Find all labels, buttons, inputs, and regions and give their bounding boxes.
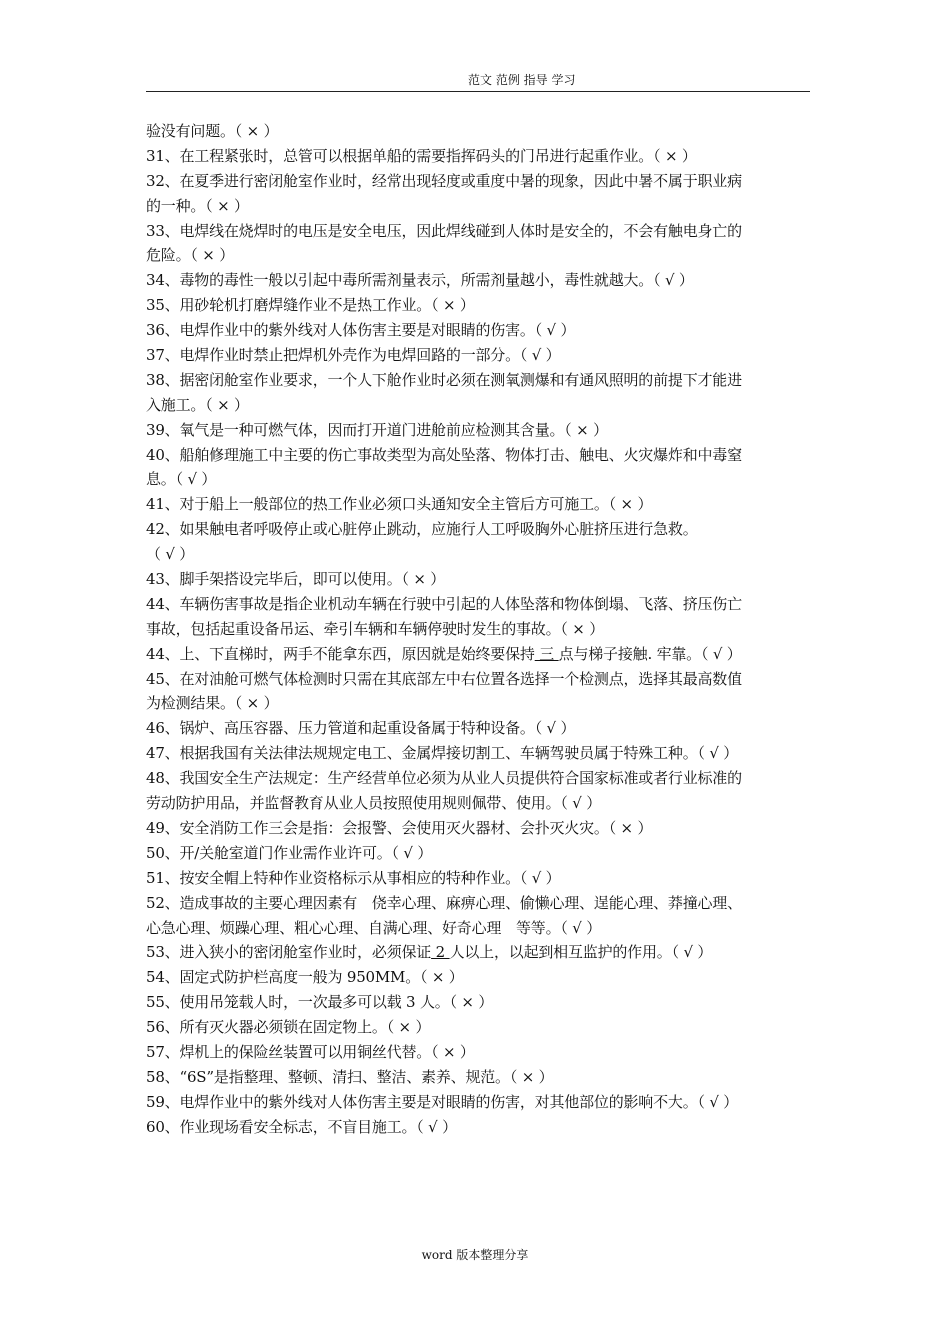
page-header xyxy=(146,73,810,92)
text-line xyxy=(146,916,810,941)
line-text: 31、在工程紧张时，总管可以根据单船的需要指挥码头的门吊进行起重作业。（ × ） xyxy=(146,146,697,165)
text-line xyxy=(146,467,810,492)
line-text: 55、使用吊笼载人时，一次最多可以载 3 人。（ × ） xyxy=(146,993,494,1012)
text-line xyxy=(146,1040,810,1065)
text-line xyxy=(146,990,810,1015)
line-text: 危险。（ × ） xyxy=(146,246,235,265)
page-footer: word 版本整理分享 xyxy=(421,1248,529,1262)
text-line xyxy=(146,567,810,592)
line-text: 46、锅炉、高压容器、压力管道和起重设备属于特种设备。（ √ ） xyxy=(146,719,576,738)
text-line xyxy=(146,691,810,716)
text-line xyxy=(146,517,810,542)
text-line xyxy=(146,293,810,318)
line-text: 人以上，以起到相互监护的作用。（ √ ） xyxy=(449,943,713,962)
text-line xyxy=(146,940,810,965)
text-line xyxy=(146,1090,810,1115)
text-line xyxy=(146,194,810,219)
text-line xyxy=(146,318,810,343)
line-text: 42、如果触电者呼吸停止或心脏停止跳动，应施行人工呼吸胸外心脏挤压进行急救。 xyxy=(146,520,698,539)
line-text: 36、电焊作业中的紫外线对人体伤害主要是对眼睛的伤害。（ √ ） xyxy=(146,321,576,340)
line-text: 38、据密闭舱室作业要求，一个人下舱作业时必须在测氧测爆和有通风照明的前提下才能进 xyxy=(146,370,742,389)
text-line xyxy=(146,642,810,667)
line-text: 息。（ √ ） xyxy=(146,470,217,489)
line-text: 劳动防护用品，并监督教育从业人员按照使用规则佩带、使用。（ √ ） xyxy=(146,794,601,813)
document-body xyxy=(146,119,810,1140)
text-line xyxy=(146,443,810,468)
text-line xyxy=(146,219,810,244)
line-text: 44、车辆伤害事故是指企业机动车辆在行驶中引起的人体坠落和物体倒塌、飞落、挤压伤亡 xyxy=(146,594,742,613)
text-line xyxy=(146,816,810,841)
text-line xyxy=(146,268,810,293)
text-line xyxy=(146,169,810,194)
text-line xyxy=(146,667,810,692)
line-text: 57、焊机上的保险丝装置可以用铜丝代替。（ × ） xyxy=(146,1042,475,1061)
line-text: 56、所有灭火器必须锁在固定物上。（ × ） xyxy=(146,1018,431,1037)
line-text: 45、在对油舱可燃气体检测时只需在其底部左中右位置各选择一个检测点，选择其最高数值 xyxy=(146,669,742,688)
line-text: 33、电焊线在烧焊时的电压是安全电压，因此焊线碰到人体时是安全的，不会有触电身亡的 xyxy=(146,221,742,240)
text-line xyxy=(146,1015,810,1040)
line-text: 44、上、下直梯时，两手不能拿东西，原因就是始终要保持 xyxy=(146,644,535,663)
line-text: 入施工。（ × ） xyxy=(146,395,249,414)
line-text: 事故，包括起重设备吊运、牵引车辆和车辆停驶时发生的事故。（ × ） xyxy=(146,619,605,638)
line-text: 的一种。（ × ） xyxy=(146,196,249,215)
line-text: 53、进入狭小的密闭舱室作业时，必须保证 xyxy=(146,943,432,962)
underlined-blank: 2 xyxy=(431,943,450,962)
text-line xyxy=(146,891,810,916)
line-text: 为检测结果。（ × ） xyxy=(146,694,279,713)
text-line xyxy=(146,144,810,169)
line-text: 60、作业现场看安全标志，不盲目施工。（ √ ） xyxy=(146,1117,457,1136)
line-text: 59、电焊作业中的紫外线对人体伤害主要是对眼睛的伤害，对其他部位的影响不大。（ √ ） xyxy=(146,1092,739,1111)
underlined-blank: 三 xyxy=(534,644,559,663)
line-text: 验没有问题。（ × ） xyxy=(146,122,279,140)
text-line xyxy=(146,741,810,766)
line-text: 32、在夏季进行密闭舱室作业时，经常出现轻度或重度中暑的现象，因此中暑不属于职业病 xyxy=(146,171,742,190)
line-text: 58、“6S”是指整理、整顿、清扫、整洁、素养、规范。（ × ） xyxy=(146,1067,554,1086)
text-line xyxy=(146,791,810,816)
header-text: 范文 范例 指导 学习 xyxy=(468,73,576,87)
line-text: 点与梯子接触. 牢靠。（ √ ） xyxy=(558,644,742,663)
text-line xyxy=(146,542,810,567)
text-line xyxy=(146,343,810,368)
line-text: 50、开/关舱室道门作业需作业许可。（ √ ） xyxy=(146,843,433,862)
text-line xyxy=(146,492,810,517)
text-line xyxy=(146,617,810,642)
line-text: 39、氧气是一种可燃气体，因而打开道门进舱前应检测其含量。（ × ） xyxy=(146,420,608,439)
text-line xyxy=(146,841,810,866)
line-text: 心急心理、烦躁心理、粗心心理、自满心理、好奇心理 等等。（ √ ） xyxy=(146,918,601,937)
line-text: 34、毒物的毒性一般以引起中毒所需剂量表示，所需剂量越小，毒性就越大。（ √ ） xyxy=(146,271,694,290)
line-text: 47、根据我国有关法律法规规定电工、金属焊接切割工、车辆驾驶员属于特殊工种。（ √ ） xyxy=(146,744,739,763)
text-line xyxy=(146,766,810,791)
text-line xyxy=(146,716,810,741)
text-line xyxy=(146,418,810,443)
line-text: 51、按安全帽上特种作业资格标示从事相应的特种作业。（ √ ） xyxy=(146,868,561,887)
line-text: 43、脚手架搭设完毕后，即可以使用。（ × ） xyxy=(146,570,446,589)
line-text: 48、我国安全生产法规定：生产经营单位必须为从业人员提供符合国家标准或者行业标准的 xyxy=(146,769,742,788)
line-text: 41、对于船上一般部位的热工作业必须口头通知安全主管后方可施工。（ × ） xyxy=(146,495,653,514)
text-line xyxy=(146,393,810,418)
line-text: 40、船舶修理施工中主要的伤亡事故类型为高处坠落、物体打击、触电、火灾爆炸和中毒窒 xyxy=(146,445,742,464)
text-line xyxy=(146,965,810,990)
text-line xyxy=(146,368,810,393)
line-text: 49、安全消防工作三会是指：会报警、会使用灭火器材、会扑灭火灾。（ × ） xyxy=(146,818,653,837)
line-text: 54、固定式防护栏高度一般为 950MM。（ × ） xyxy=(146,968,464,987)
text-line xyxy=(146,119,810,144)
text-line xyxy=(146,866,810,891)
line-text: （ √ ） xyxy=(146,545,195,564)
text-line xyxy=(146,592,810,617)
text-line xyxy=(146,1115,810,1140)
line-text: 52、造成事故的主要心理因素有 侥幸心理、麻痹心理、偷懒心理、逞能心理、莽撞心理、 xyxy=(146,893,742,912)
text-line xyxy=(146,1065,810,1090)
text-line xyxy=(146,243,810,268)
line-text: 35、用砂轮机打磨焊缝作业不是热工作业。（ × ） xyxy=(146,296,475,315)
line-text: 37、电焊作业时禁止把焊机外壳作为电焊回路的一部分。（ √ ） xyxy=(146,346,561,365)
